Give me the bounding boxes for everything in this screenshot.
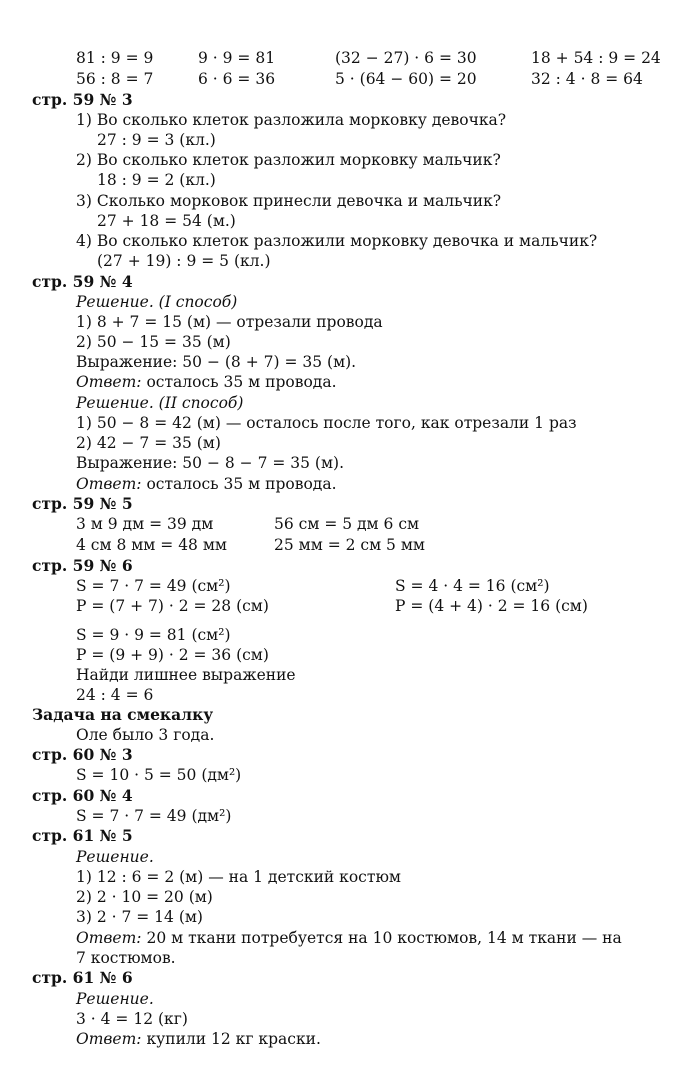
- question-3: 3) Сколько морковок принесли девочка и мальчик?: [76, 192, 502, 210]
- top-eq-1-2: 9 · 9 = 81: [198, 49, 276, 67]
- section-header-60-4: стр. 60 № 4: [32, 786, 133, 805]
- solution-2-expression: Выражение: 50 − 8 − 7 = 35 (м).: [76, 454, 345, 472]
- area-b: S = 4 · 4 = 16 (см²): [395, 577, 550, 595]
- top-eq-1-4: 18 + 54 : 9 = 24: [531, 49, 661, 67]
- top-eq-1-1: 81 : 9 = 9: [76, 49, 154, 67]
- solution-1-step-2: 2) 50 − 15 = 35 (м): [76, 333, 231, 351]
- section-header-61-6: стр. 61 № 6: [32, 968, 133, 987]
- conversion-2: 56 см = 5 дм 6 см: [274, 515, 420, 533]
- conversion-1: 3 м 9 дм = 39 дм: [76, 515, 214, 533]
- answer-1: 27 : 9 = 3 (кл.): [97, 131, 216, 149]
- conversion-3: 4 см 8 мм = 48 мм: [76, 536, 227, 554]
- solution-step-2: 2) 2 · 10 = 20 (м): [76, 888, 213, 906]
- answer-4: (27 + 19) : 9 = 5 (кл.): [97, 252, 271, 270]
- answer-line-61-5: [76, 928, 622, 948]
- section-header-59-5: стр. 59 № 5: [32, 494, 133, 513]
- top-eq-2-1: 56 : 8 = 7: [76, 70, 154, 88]
- solution-step-1: 1) 12 : 6 = 2 (м) — на 1 детский костюм: [76, 868, 401, 886]
- top-eq-1-3: (32 − 27) · 6 = 30: [335, 49, 477, 67]
- solution-label: Решение.: [76, 848, 154, 866]
- solution-label-1: Решение. (I способ): [76, 293, 238, 311]
- conversion-4: 25 мм = 2 см 5 мм: [274, 536, 425, 554]
- answer-label: Ответ:: [76, 929, 142, 947]
- section-header-59-4: стр. 59 № 4: [32, 272, 133, 291]
- solution-label-2: Решение. (II способ): [76, 394, 244, 412]
- solution-step-1: 3 · 4 = 12 (кг): [76, 1010, 188, 1028]
- extra-expression-answer: 24 : 4 = 6: [76, 686, 154, 704]
- solution-label: Решение.: [76, 990, 154, 1008]
- top-eq-2-3: 5 · (64 − 60) = 20: [335, 70, 477, 88]
- solution-1-expression: Выражение: 50 − (8 + 7) = 35 (м).: [76, 353, 357, 371]
- solution-step-3: 3) 2 · 7 = 14 (м): [76, 908, 203, 926]
- answer-2: 18 : 9 = 2 (кл.): [97, 171, 216, 189]
- riddle-answer: Оле было 3 года.: [76, 726, 215, 744]
- answer-text: купили 12 кг краски.: [141, 1030, 321, 1048]
- answer-line-61-5-cont: 7 костюмов.: [76, 949, 176, 967]
- answer-line-61-6: [76, 1029, 321, 1049]
- top-eq-2-4: 32 : 4 · 8 = 64: [531, 70, 643, 88]
- section-header-61-5: стр. 61 № 5: [32, 826, 133, 845]
- perimeter-c: P = (9 + 9) · 2 = 36 (см): [76, 646, 269, 664]
- section-header-60-3: стр. 60 № 3: [32, 745, 133, 764]
- answer-line-1: [76, 372, 337, 392]
- solution-1-step-1: 1) 8 + 7 = 15 (м) — отрезали провода: [76, 313, 383, 331]
- solution-2-step-2: 2) 42 − 7 = 35 (м): [76, 434, 221, 452]
- section-header-59-3: стр. 59 № 3: [32, 90, 133, 109]
- perimeter-b: P = (4 + 4) · 2 = 16 (см): [395, 597, 588, 615]
- answer-line-2: [76, 474, 337, 494]
- extra-expression-title: Найди лишнее выражение: [76, 666, 296, 684]
- top-eq-2-2: 6 · 6 = 36: [198, 70, 276, 88]
- solution-2-step-1: 1) 50 − 8 = 42 (м) — осталось после того, как отрезали 1 раз: [76, 414, 577, 432]
- area-c: S = 9 · 9 = 81 (см²): [76, 626, 231, 644]
- area-60-3: S = 10 · 5 = 50 (дм²): [76, 766, 242, 784]
- answer-3: 27 + 18 = 54 (м.): [97, 212, 236, 230]
- perimeter-a: P = (7 + 7) · 2 = 28 (см): [76, 597, 269, 615]
- answer-text: 20 м ткани потребуется на 10 костюмов, 14 м ткани — на: [141, 929, 622, 947]
- area-a: S = 7 · 7 = 49 (см²): [76, 577, 231, 595]
- question-2: 2) Во сколько клеток разложил морковку мальчик?: [76, 151, 501, 169]
- answer-text: осталось 35 м провода.: [141, 475, 337, 493]
- question-1: 1) Во сколько клеток разложила морковку девочка?: [76, 111, 507, 129]
- question-4: 4) Во сколько клеток разложили морковку девочка и мальчик?: [76, 232, 598, 250]
- riddle-header: Задача на смекалку: [32, 705, 214, 724]
- area-60-4: S = 7 · 7 = 49 (дм²): [76, 807, 232, 825]
- answer-label: Ответ:: [76, 373, 142, 391]
- answer-label: Ответ:: [76, 1030, 142, 1048]
- answer-text: осталось 35 м провода.: [141, 373, 337, 391]
- answer-label: Ответ:: [76, 475, 142, 493]
- section-header-59-6: стр. 59 № 6: [32, 556, 133, 575]
